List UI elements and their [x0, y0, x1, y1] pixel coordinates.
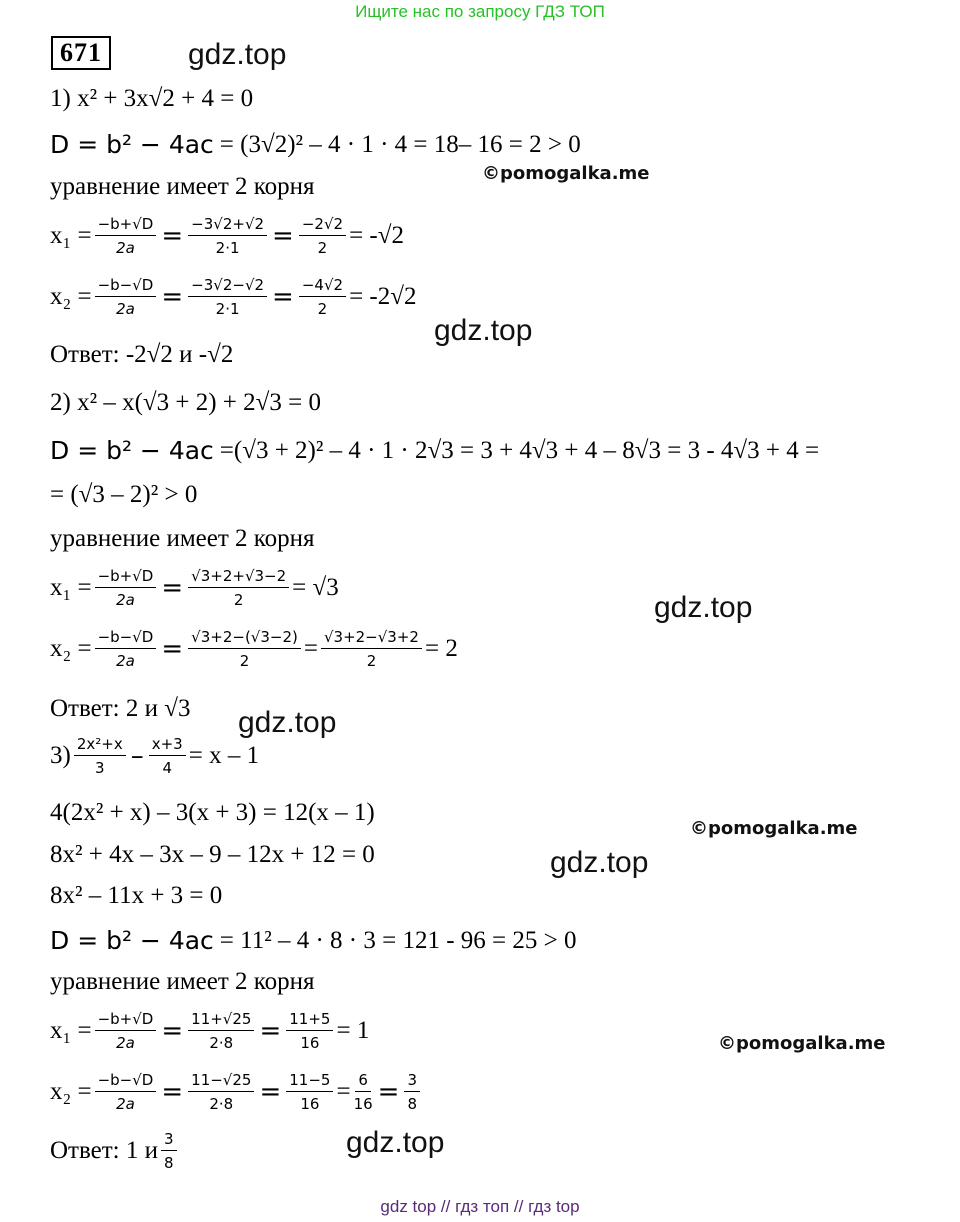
denominator: 8	[163, 1154, 174, 1172]
part3-discriminant	[50, 926, 577, 955]
denominator: 2a	[116, 239, 135, 257]
answer-prefix: Ответ: 1 и	[50, 1137, 158, 1164]
root-result: = √3	[292, 574, 339, 601]
part2-x2-line	[50, 628, 458, 670]
part2-x1-line	[50, 567, 339, 609]
part1-equation: 1) x² + 3x√2 + 4 = 0	[50, 85, 254, 112]
numerator: 3	[161, 1130, 177, 1151]
numerator: −b−√D	[95, 276, 157, 297]
discriminant-formula: D = b² − 4ac	[50, 130, 214, 159]
equals-sign: =	[377, 1077, 400, 1107]
part1-roots-note: уравнение имеет 2 корня	[50, 173, 315, 200]
fraction	[321, 628, 422, 670]
discriminant-calc: = (3√2)² – 4 · 1 · 4 = 18– 16 = 2 > 0	[219, 130, 581, 158]
denominator: 2	[239, 652, 250, 670]
equals-sign: =	[161, 221, 184, 251]
fraction	[188, 567, 289, 609]
numerator: −b+√D	[95, 215, 157, 236]
fraction	[95, 567, 157, 609]
watermark-pomogalka: ©pomogalka.me	[482, 163, 650, 184]
fraction	[354, 1071, 373, 1113]
denominator: 2	[233, 591, 244, 609]
footer-links[interactable]: gdz top // гдз топ // гдз top	[380, 1197, 580, 1216]
fraction	[286, 1071, 333, 1113]
denominator: 3	[95, 759, 105, 777]
numerator: −3√2+√2	[188, 215, 267, 236]
numerator: −b+√D	[95, 567, 157, 588]
root-label: x₂ =	[50, 283, 92, 310]
fraction	[149, 735, 186, 777]
watermark-gdz: gdz.top	[238, 706, 337, 739]
watermark-gdz: gdz.top	[434, 314, 533, 347]
root-label: x₂ =	[50, 1078, 92, 1105]
search-hint-banner[interactable]: Ищите нас по запросу ГДЗ ТОП	[355, 2, 605, 21]
numerator: 11−5	[286, 1071, 333, 1092]
denominator: 2	[317, 239, 328, 257]
discriminant-formula: D = b² − 4ac	[50, 436, 214, 465]
part3-step3: 8x² – 11x + 3 = 0	[50, 882, 223, 909]
denominator: 4	[162, 759, 172, 777]
numerator: x+3	[149, 735, 186, 756]
root-result: = 2	[424, 635, 458, 662]
equals-sign: =	[161, 1016, 184, 1046]
discriminant-formula: D = b² − 4ac	[50, 926, 214, 955]
numerator: −b−√D	[95, 1071, 157, 1092]
root-label: x₁ =	[50, 222, 92, 249]
equation-rest: = x – 1	[188, 742, 260, 769]
part3-x2-line	[50, 1071, 423, 1113]
part1-x2-line	[50, 276, 416, 318]
denominator: 8	[407, 1095, 418, 1113]
equals-sign: =	[161, 573, 184, 603]
denominator: 2a	[116, 300, 135, 318]
denominator: 2	[366, 652, 377, 670]
root-label: x₁ =	[50, 1017, 92, 1044]
part2-discriminant	[50, 436, 819, 465]
part2-discriminant-cont: = (√3 – 2)² > 0	[50, 481, 198, 508]
fraction	[188, 1071, 254, 1113]
equals-sign: =	[161, 282, 184, 312]
numerator: √3+2+√3−2	[188, 567, 289, 588]
numerator: −3√2−√2	[188, 276, 267, 297]
equals-sign: =	[272, 282, 294, 312]
part2-equation: 2) x² – x(√3 + 2) + 2√3 = 0	[50, 389, 321, 416]
fraction	[95, 215, 157, 257]
watermark-pomogalka: ©pomogalka.me	[718, 1033, 886, 1054]
part1-answer: Ответ: -2√2 и -√2	[50, 341, 234, 368]
part1-x1-line	[50, 215, 404, 257]
denominator: 2·8	[209, 1095, 234, 1113]
equals-sign: =	[259, 1016, 282, 1046]
fraction	[74, 735, 126, 777]
denominator: 2a	[116, 1034, 135, 1052]
part3-answer	[50, 1130, 180, 1172]
discriminant-calc: =(√3 + 2)² – 4 · 1 · 2√3 = 3 + 4√3 + 4 – 8√3 = 3 - 4√3 + 4 =	[219, 436, 820, 464]
equals-sign: =	[161, 634, 184, 664]
part3-roots-note: уравнение имеет 2 корня	[50, 968, 315, 995]
numerator: 2x²+x	[74, 735, 126, 756]
fraction	[299, 215, 346, 257]
fraction	[188, 276, 267, 318]
equals-sign: =	[303, 635, 318, 662]
root-result: = -√2	[349, 222, 404, 249]
part2-answer: Ответ: 2 и √3	[50, 695, 191, 722]
equals-sign: =	[161, 1077, 184, 1107]
denominator: 2a	[116, 652, 135, 670]
fraction	[95, 628, 157, 670]
denominator: 16	[300, 1034, 320, 1052]
equals-sign: =	[259, 1077, 282, 1107]
fraction	[95, 1010, 157, 1052]
minus-sign: –	[130, 741, 144, 771]
problem-number: 671	[51, 36, 111, 70]
root-result: = -2√2	[349, 283, 417, 310]
numerator: √3+2−(√3−2)	[188, 628, 301, 649]
fraction	[188, 1010, 254, 1052]
fraction	[161, 1130, 177, 1172]
denominator: 16	[300, 1095, 320, 1113]
fraction	[95, 276, 157, 318]
numerator: −b−√D	[95, 628, 157, 649]
part-label: 3)	[50, 742, 71, 769]
watermark-gdz: gdz.top	[550, 846, 649, 879]
fraction	[95, 1071, 157, 1113]
numerator: 6	[355, 1071, 371, 1092]
denominator: 2·1	[215, 239, 240, 257]
numerator: 11−√25	[188, 1071, 254, 1092]
equals-sign: =	[336, 1078, 351, 1105]
denominator: 2	[317, 300, 328, 318]
fraction	[299, 276, 346, 318]
numerator: −2√2	[299, 215, 346, 236]
denominator: 2a	[116, 591, 135, 609]
equals-sign: =	[272, 221, 294, 251]
root-result: = 1	[336, 1017, 370, 1044]
part3-step2: 8x² + 4x – 3x – 9 – 12x + 12 = 0	[50, 841, 375, 868]
part1-discriminant	[50, 130, 581, 159]
watermark-gdz: gdz.top	[188, 38, 287, 71]
root-label: x₂ =	[50, 635, 92, 662]
numerator: −b+√D	[95, 1010, 157, 1031]
denominator: 2·1	[215, 300, 240, 318]
numerator: −4√2	[299, 276, 346, 297]
fraction	[286, 1010, 333, 1052]
watermark-pomogalka: ©pomogalka.me	[690, 818, 858, 839]
fraction	[404, 1071, 420, 1113]
watermark-gdz: gdz.top	[654, 591, 753, 624]
numerator: 3	[404, 1071, 420, 1092]
denominator: 2a	[116, 1095, 135, 1113]
part3-x1-line	[50, 1010, 369, 1052]
fraction	[188, 215, 267, 257]
denominator: 2·8	[209, 1034, 234, 1052]
denominator: 16	[353, 1095, 373, 1113]
fraction	[188, 628, 301, 670]
numerator: 11+√25	[188, 1010, 254, 1031]
watermark-gdz: gdz.top	[346, 1126, 445, 1159]
part3-equation	[50, 735, 259, 777]
numerator: 11+5	[286, 1010, 333, 1031]
part3-step1: 4(2x² + x) – 3(x + 3) = 12(x – 1)	[50, 799, 375, 826]
numerator: √3+2−√3+2	[321, 628, 422, 649]
part2-roots-note: уравнение имеет 2 корня	[50, 525, 315, 552]
discriminant-calc: = 11² – 4 · 8 · 3 = 121 - 96 = 25 > 0	[219, 926, 577, 954]
root-label: x₁ =	[50, 574, 92, 601]
